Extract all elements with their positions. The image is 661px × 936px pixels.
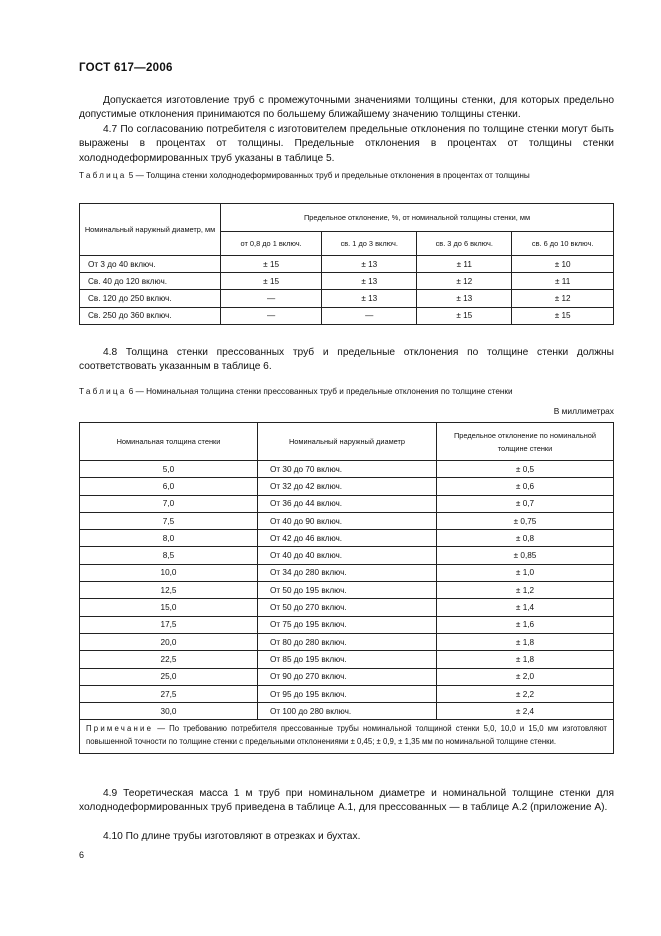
table6-cell-thickness: 10,0: [80, 564, 258, 581]
table6-cell-deviation: ± 1,4: [437, 599, 614, 616]
table6-cell-deviation: ± 1,8: [437, 633, 614, 650]
table6-cell-diameter: От 95 до 195 включ.: [258, 685, 437, 702]
table5-cell: —: [221, 290, 322, 307]
table6-cell-deviation: ± 0,6: [437, 478, 614, 495]
table-row: [80, 582, 614, 599]
table5-cell: ± 13: [417, 290, 512, 307]
table6-cell-diameter: От 34 до 280 включ.: [258, 564, 437, 581]
paragraph-4-10: [79, 830, 614, 844]
table6-cell-deviation: ± 0,85: [437, 547, 614, 564]
table6-cell-thickness: 25,0: [80, 668, 258, 685]
table-row: [80, 547, 614, 564]
paragraph-text: 4.9 Теоретическая масса 1 м труб при номинальном диаметре и номинальной толщине стенки для холоднодеформированных труб приведена в таблице А.1, для прессованных — в таблице А.2 (приложение А).: [79, 788, 614, 814]
table-row: [80, 273, 614, 290]
table5-cell: ± 15: [221, 256, 322, 273]
table6-header-diameter: Номинальный наружный диаметр: [258, 423, 437, 461]
table5-cell: ± 12: [417, 273, 512, 290]
paragraph-text: 4.10 По длине трубы изготовляют в отрезках и бухтах.: [103, 831, 361, 842]
document-header: ГОСТ 617—2006: [79, 62, 173, 74]
table6-cell-diameter: От 90 до 270 включ.: [258, 668, 437, 685]
table6-cell-diameter: От 75 до 195 включ.: [258, 616, 437, 633]
table6-header-thickness: Номинальная толщина стенки: [80, 423, 258, 461]
note-label: Примечание: [86, 724, 154, 734]
table5-cell: ± 11: [512, 273, 614, 290]
table5-cell-diameter: От 3 до 40 включ.: [80, 256, 221, 273]
table5-cell-diameter: Св. 40 до 120 включ.: [80, 273, 221, 290]
paragraph-4-9: [79, 787, 614, 816]
table6-note: [80, 720, 614, 753]
caption-label: Таблица: [79, 171, 127, 180]
table6-cell-thickness: 20,0: [80, 633, 258, 650]
table5-subheader: св. 6 до 10 включ.: [512, 232, 614, 256]
table-row: [80, 599, 614, 616]
table6-body: [80, 461, 614, 720]
table6-cell-thickness: 5,0: [80, 461, 258, 478]
table6-cell-thickness: 8,5: [80, 547, 258, 564]
table6-cell-thickness: 8,0: [80, 530, 258, 547]
table6-cell-deviation: ± 1,0: [437, 564, 614, 581]
table-row: [80, 703, 614, 720]
table6-cell-thickness: 7,0: [80, 495, 258, 512]
table-5: [79, 203, 614, 325]
table5-cell: ± 15: [221, 273, 322, 290]
table6-cell-deviation: ± 1,2: [437, 582, 614, 599]
table6-cell-deviation: ± 1,8: [437, 651, 614, 668]
table-row: [80, 616, 614, 633]
table6-cell-thickness: 22,5: [80, 651, 258, 668]
table6-cell-deviation: ± 0,75: [437, 512, 614, 529]
table5-cell: ± 15: [512, 307, 614, 324]
table5-cell: —: [322, 307, 417, 324]
table6-cell-deviation: ± 2,4: [437, 703, 614, 720]
table-row: [80, 512, 614, 529]
table6-cell-deviation: ± 2,2: [437, 685, 614, 702]
table-row: [80, 633, 614, 650]
table6-cell-diameter: От 50 до 270 включ.: [258, 599, 437, 616]
table5-subheader: от 0,8 до 1 включ.: [221, 232, 322, 256]
table6-cell-diameter: От 30 до 70 включ.: [258, 461, 437, 478]
caption-text: 6 — Номинальная толщина стенки прессованных труб и предельные отклонения по толщине стенки: [126, 387, 513, 396]
table5-header-group: Предельное отклонение, %, от номинальной толщины стенки, мм: [221, 204, 614, 232]
table6-cell-thickness: 30,0: [80, 703, 258, 720]
table6-cell-thickness: 12,5: [80, 582, 258, 599]
table6-cell-diameter: От 40 до 90 включ.: [258, 512, 437, 529]
table6-cell-diameter: От 100 до 280 включ.: [258, 703, 437, 720]
table5-caption: [79, 170, 619, 182]
table5-subheader: св. 1 до 3 включ.: [322, 232, 417, 256]
table5-cell: —: [221, 307, 322, 324]
table-row: [80, 478, 614, 495]
table5-cell-diameter: Св. 250 до 360 включ.: [80, 307, 221, 324]
table-row: [80, 668, 614, 685]
paragraph-text: 4.7 По согласованию потребителя с изготовителем предельные отклонения по толщине стенки могут быть выражены в процентах от толщины. Предельные отклонения в процентах от толщины стенки холоднодеформированных труб указаны в таблице 5.: [79, 124, 614, 164]
table6-cell-diameter: От 40 до 40 включ.: [258, 547, 437, 564]
table6-cell-deviation: ± 1,6: [437, 616, 614, 633]
table6-cell-deviation: ± 2,0: [437, 668, 614, 685]
table6-cell-diameter: От 80 до 280 включ.: [258, 633, 437, 650]
table-6: [79, 422, 614, 754]
table-row: [80, 564, 614, 581]
table6-cell-diameter: От 32 до 42 включ.: [258, 478, 437, 495]
table5-cell: ± 12: [512, 290, 614, 307]
table5-subheader: св. 3 до 6 включ.: [417, 232, 512, 256]
caption-text: 5 — Толщина стенки холоднодеформированных труб и предельные отклонения в процентах от толщины: [126, 171, 530, 180]
table6-cell-thickness: 7,5: [80, 512, 258, 529]
table6-cell-thickness: 17,5: [80, 616, 258, 633]
table6-cell-diameter: От 42 до 46 включ.: [258, 530, 437, 547]
paragraph-4-8: [79, 346, 614, 375]
table6-caption: [79, 386, 619, 398]
table-row: [80, 495, 614, 512]
paragraph-text: 4.8 Толщина стенки прессованных труб и предельные отклонения по толщине стенки должны соответствовать указанным в таблице 6.: [79, 347, 614, 373]
table6-cell-deviation: ± 0,7: [437, 495, 614, 512]
table-row: [80, 685, 614, 702]
table5-cell: ± 13: [322, 256, 417, 273]
table5-cell: ± 11: [417, 256, 512, 273]
table-row: [80, 530, 614, 547]
table-row: [80, 461, 614, 478]
table6-header-deviation: Предельное отклонение по номинальной толщине стенки: [437, 423, 614, 461]
table6-cell-diameter: От 50 до 195 включ.: [258, 582, 437, 599]
caption-label: Таблица: [79, 387, 127, 396]
table6-cell-diameter: От 36 до 44 включ.: [258, 495, 437, 512]
paragraph-text: Допускается изготовление труб с промежуточными значениями толщины стенки, для которых предельно допустимые отклонения принимаются по большему ближайшему значению толщины стенки.: [79, 95, 614, 121]
table6-cell-deviation: ± 0,5: [437, 461, 614, 478]
table6-cell-diameter: От 85 до 195 включ.: [258, 651, 437, 668]
table6-units: В миллиметрах: [553, 406, 614, 416]
table5-cell-diameter: Св. 120 до 250 включ.: [80, 290, 221, 307]
page-number: 6: [79, 850, 85, 860]
paragraph-intermediate-values: [79, 94, 614, 123]
table6-cell-thickness: 6,0: [80, 478, 258, 495]
table5-cell: ± 15: [417, 307, 512, 324]
table5-cell: ± 13: [322, 290, 417, 307]
table6-cell-thickness: 27,5: [80, 685, 258, 702]
table5-header-diameter: Номинальный наружный диаметр, мм: [80, 204, 221, 256]
table-row: [80, 256, 614, 273]
table-row: [80, 290, 614, 307]
table-row: [80, 307, 614, 324]
table5-cell: ± 13: [322, 273, 417, 290]
table6-cell-deviation: ± 0,8: [437, 530, 614, 547]
table6-cell-thickness: 15,0: [80, 599, 258, 616]
paragraph-4-7: [79, 123, 614, 166]
table5-cell: ± 10: [512, 256, 614, 273]
note-text: — По требованию потребителя прессованные трубы номинальной толщиной стенки 5,0, 10,0 и 15,0 мм изготовляют повышенной точности по толщине стенки с предельными отклонениями ± 0,45; ± 0,9, ± 1,35 мм по номинальной толщине стенки.: [86, 724, 607, 747]
table-row: [80, 651, 614, 668]
